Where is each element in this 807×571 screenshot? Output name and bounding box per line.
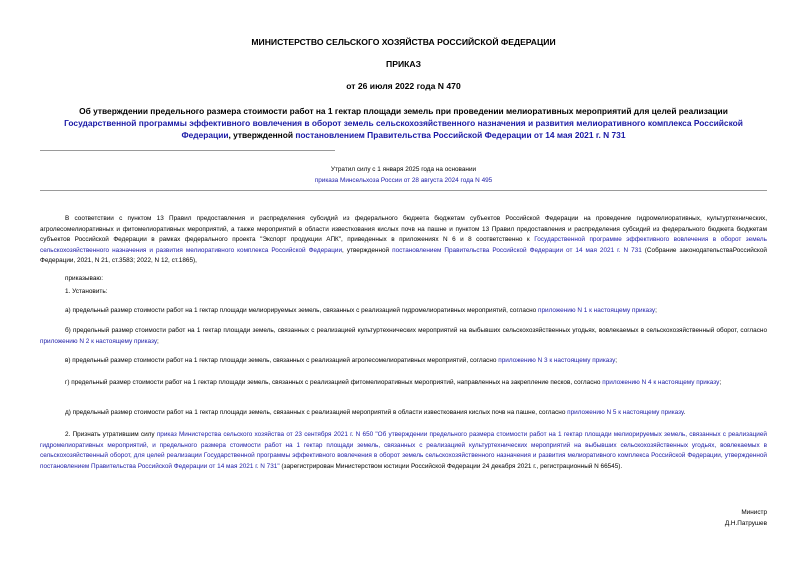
item-1: 1. Установить: [65, 288, 108, 295]
document-title [55, 105, 752, 141]
subitem-text: г) предельный размер стоимости работ на 1 гектар площади земель, связанных с реализацией фитомелиоративных мероприятий, направленных на закрепление песков, согласно [65, 379, 603, 386]
order-word: приказываю: [65, 275, 103, 282]
appendix-3-link[interactable]: приложению N 3 к настоящему приказу [498, 357, 616, 364]
repealed-order-link[interactable]: приказ Министерства сельского хозяйства от 23 сентября 2021 г. N 650 "Об утверждении предельного размера стоимости работ на 1 гектар площади мелиорируемых земель, связанных с реализацией гидромелиоративных мероприятий, и предельного размера стоимости работ на 1 гектар площади земель, связанных с реализацией культуртехнических мероприятий на выбывших сельскохозяйственных угодьях, вовлекаемых в сельскохозяйственный оборот, для целей реализации Государственной программы эффективного вовлечения в оборот земель сельскохозяйственного назначения и развития мелиоративного комплекса Российской Федерации, утвержденной постановлением Правительства Российской Федерации от 14 мая 2021 г. N 731" [40, 431, 767, 470]
subitem-text: а) предельный размер стоимости работ на 1 гектар площади мелиорируемых земель, связанных с реализацией гидромелиоративных мероприятий, согласно [65, 307, 539, 314]
subitem-g [40, 378, 767, 389]
preamble-text: В соответствии с пунктом 13 Правил предоставления и распределения субсидий из федерального бюджета бюджетам субъектов Российской Федерации на проведение гидромелиоративных, культуртехнических, агролесомелиоративных и фитомелиоративных мероприятий, а также мероприятий в области известкования кислых почв на пашне и пунктом 13 Правил предоставления и распределения субсидий из федерального бюджета бюджетам субъектов Российской Федерации в рамках федерального проекта "Экспорт продукции АПК", приведенных в приложениях N 6 и 8 соответственно к [40, 215, 767, 243]
appendix-4-link[interactable]: приложению N 4 к настоящему приказу [602, 379, 720, 386]
status-note-link[interactable]: приказа Минсельхоза России от 28 августа 2024 года N 495 [314, 177, 493, 184]
document-date-number: от 26 июля 2022 года N 470 [346, 81, 461, 91]
subitem-v [40, 356, 767, 367]
title-text: Об утверждении предельного размера стоимости работ на 1 гектар площади земель при проведении мелиоративных мероприятий для целей реализации [79, 106, 728, 116]
subitem-b [40, 326, 767, 347]
subitem-end: ; [719, 379, 722, 386]
subitem-text: д) предельный размер стоимости работ на 1 гектар площади земель, связанных с реализацией мероприятий в области известкования кислых почв на пашне, согласно [65, 409, 568, 416]
title-resolution-link[interactable]: постановлением Правительства Российской Федерации от 14 мая 2021 г. N 731 [295, 130, 626, 140]
appendix-1-link[interactable]: приложению N 1 к настоящему приказу [538, 307, 656, 314]
ministry-heading: МИНИСТЕРСТВО СЕЛЬСКОГО ХОЗЯЙСТВА РОССИЙСКОЙ ФЕДЕРАЦИИ [251, 37, 556, 47]
subitem-end: ; [157, 337, 159, 345]
subitem-end: ; [615, 357, 618, 364]
subitem-end: ; [655, 307, 657, 314]
status-note [40, 164, 767, 186]
preamble-paragraph [40, 214, 767, 267]
preamble-text: , утвержденной [342, 246, 393, 254]
subitem-text: в) предельный размер стоимости работ на 1 гектар площади земель, связанных с реализацией агролесомелиоративных мероприятий, согласно [65, 357, 499, 364]
subitem-text: б) предельный размер стоимости работ на 1 гектар площади земель, связанных с реализацией культуртехнических мероприятий на выбывших сельскохозяйственных угодьях, вовлекаемых в сельскохозяйственный оборот, согласно [65, 327, 767, 334]
title-text: , утвержденной [228, 130, 296, 140]
item-2-end: (зарегистрирован Министерством юстиции Российской Федерации 24 декабря 2021 г., регистрационный N 66545). [279, 462, 623, 470]
document-type: ПРИКАЗ [386, 59, 421, 69]
item-2 [40, 430, 767, 472]
item-2-text: 2. Признать утратившим силу [65, 431, 157, 438]
status-note-text: Утратил силу с 1 января 2025 года на основании [330, 166, 477, 173]
signatory-name: Д.Н.Патрушев [724, 519, 767, 527]
appendix-2-link[interactable]: приложению N 2 к настоящему приказу [40, 337, 158, 345]
signature-block [725, 508, 767, 529]
subitem-a [40, 306, 767, 317]
preamble-text: (Собрание законодательстваРоссийской Федерации, 2021, N 21, ст.3583; 2022, N 12, ст.1865), [40, 246, 767, 264]
program-link[interactable]: Государственной программе эффективного вовлечения в оборот земель сельскохозяйственного назначения и развития мелиоративного комплекса Российской Федерации [40, 236, 767, 254]
subitem-end: . [683, 409, 686, 416]
signatory-position: Министр [741, 509, 767, 516]
divider [40, 190, 767, 191]
appendix-5-link[interactable]: приложению N 5 к настоящему приказу [567, 409, 684, 416]
divider [40, 150, 335, 151]
subitem-d [40, 408, 767, 419]
resolution-link[interactable]: постановлением Правительства Российской Федерации от 14 мая 2021 г. N 731 [392, 246, 642, 254]
title-program-link[interactable]: Государственной программы эффективного вовлечения в оборот земель сельскохозяйственного назначения и развития мелиоративного комплекса Российской Федерации [64, 118, 743, 140]
